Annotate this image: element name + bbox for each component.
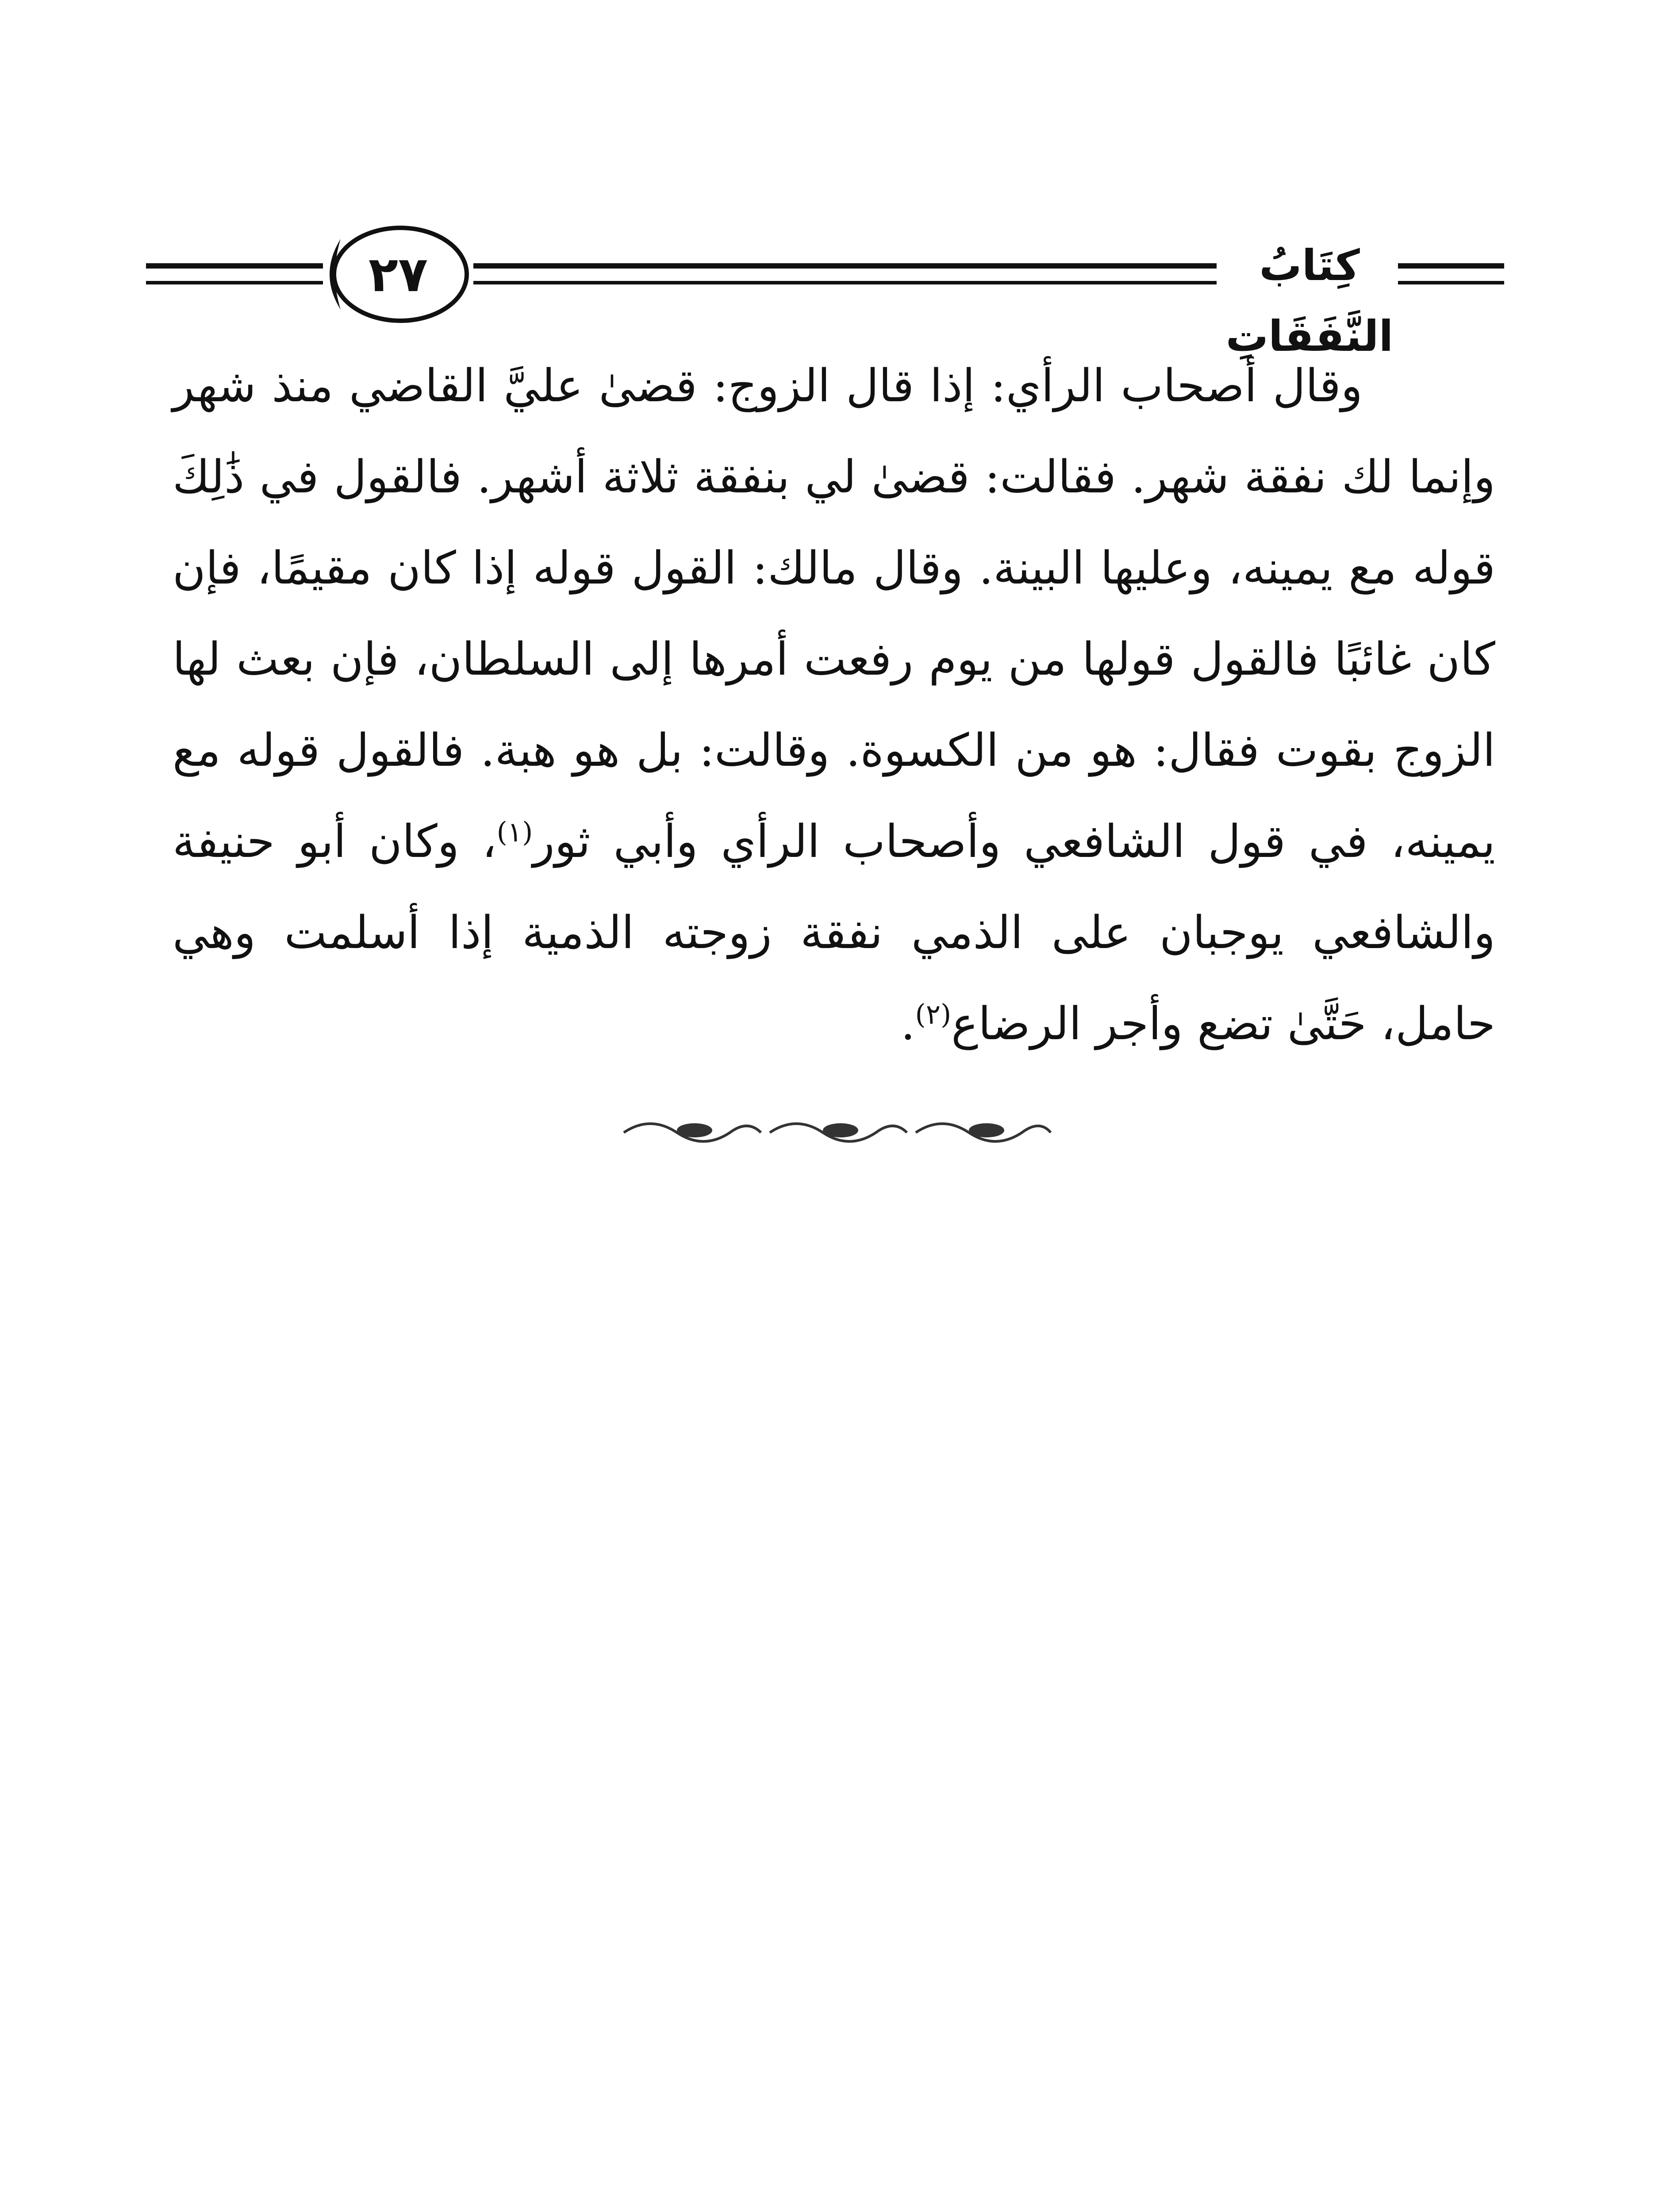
page-number-badge xyxy=(323,221,473,327)
page-header xyxy=(146,221,1504,361)
ornament-divider-icon xyxy=(615,1110,1057,1150)
header-rule xyxy=(473,263,1217,269)
header-rule xyxy=(473,281,1217,284)
footnote-marker: (٢) xyxy=(915,998,952,1030)
paragraph-text: وقال أصحاب الرأي: إذا قال الزوج: قضىٰ عليَّ القاضي منذ شهر وإنما لك نفقة شهر. فقالت: قضىٰ لي بنفقة ثلاثة أشهر. فالقول في ذَٰلِكَ قوله مع يمينه، وعليها البينة. وقال مالك: القول قوله إذا كان مقيمًا، فإن كان غائبًا فالقول قولها من يوم رفعت أمرها إلى السلطان، فإن بعث لها الزوج بقوت فقال: هو من الكسوة. وقالت: بل هو هبة. فالقول قوله مع يمينه، في قول الشافعي وأصحاب الرأي وأبي ثور xyxy=(173,360,1495,868)
header-rule xyxy=(1398,281,1504,284)
header-rule xyxy=(146,263,323,269)
page-number: ٢٧ xyxy=(368,246,428,303)
header-rule xyxy=(1398,263,1504,269)
header-rule xyxy=(146,281,323,284)
running-title: كِتَابُ النَّفَقَاتِ xyxy=(1225,241,1394,361)
paragraph xyxy=(173,341,1495,1070)
main-text xyxy=(173,341,1495,1070)
paragraph-text: ، وكان أبو حنيفة والشافعي يوجبان على الذمي نفقة زوجته الذمية إذا أسلمت وهي حامل، حَتَّىٰ تضع وأجر الرضاع xyxy=(173,815,1495,1050)
paragraph-text: . xyxy=(901,998,915,1050)
footnote-marker: (١) xyxy=(496,816,533,848)
